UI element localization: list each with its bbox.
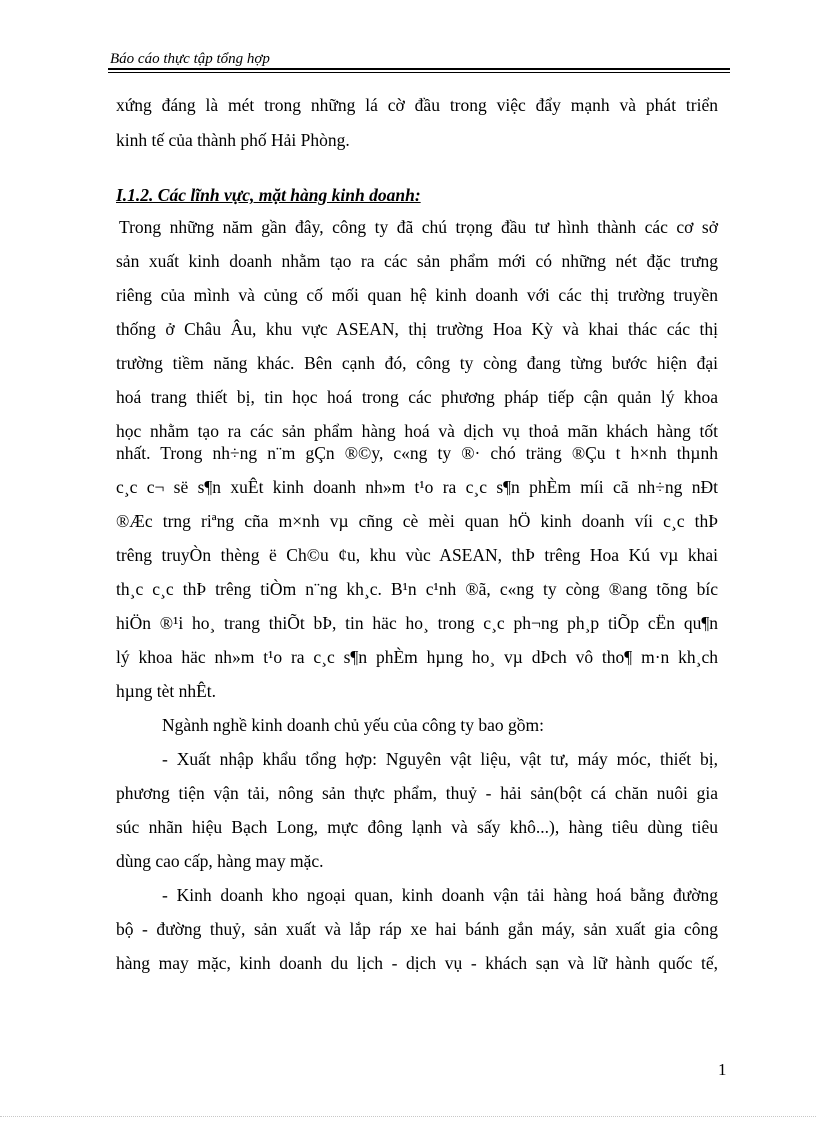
list-item-line: dùng cao cấp, hàng may mặc. bbox=[116, 851, 324, 871]
body-line: hiÖn ®¹i ho¸ trang thiÕt bÞ, tin häc ho¸ trong c¸c ph¬ng ph¸p tiÕp cËn qu¶n bbox=[116, 613, 718, 633]
body-line: ®Æc trng riªng cña m×nh vµ cñng cè mèi quan hÖ kinh doanh víi c¸c thÞ bbox=[116, 511, 718, 531]
body-line: trêng truyÒn thèng ë Ch©u ¢u, khu vùc ASEAN, thÞ trêng Hoa Kú vµ khai bbox=[116, 545, 718, 565]
body-line: học nhằm tạo ra các sản phẩm hàng hoá và dịch vụ thoả mãn khách hàng tốt bbox=[116, 421, 718, 441]
body-line: kinh tế của thành phố Hải Phòng. bbox=[116, 130, 350, 150]
body-line: lý khoa häc nh»m t¹o ra c¸c s¶n phÈm hµng ho¸ vµ dÞch vô tho¶ m·n kh¸ch bbox=[116, 647, 718, 667]
body-line: nhất. Trong nh÷ng n¨m gÇn ®©y, c«ng ty ®· chó träng ®Çu t h×nh thµnh bbox=[116, 443, 718, 463]
list-lead: Ngành nghề kinh doanh chủ yếu của công ty bao gồm: bbox=[162, 715, 544, 735]
header-rule bbox=[108, 68, 730, 70]
header-rule-secondary bbox=[108, 72, 730, 73]
body-line: riêng của mình và củng cố mối quan hệ kinh doanh với các thị trường truyền bbox=[116, 285, 718, 305]
list-item-line: bộ - đường thuỷ, sản xuất và lắp ráp xe hai bánh gắn máy, sản xuất gia công bbox=[116, 919, 718, 939]
body-line: thống ở Châu Âu, khu vực ASEAN, thị trường Hoa Kỳ và khai thác các thị bbox=[116, 319, 718, 339]
list-item-line: hàng may mặc, kinh doanh du lịch - dịch vụ - khách sạn và lữ hành quốc tế, bbox=[116, 953, 718, 973]
page-number: 1 bbox=[718, 1060, 727, 1079]
body-line: th¸c c¸c thÞ trêng tiÒm n¨ng kh¸c. B¹n c¹nh ®ã, c«ng ty còng ®ang tõng bíc bbox=[116, 579, 718, 599]
body-line: hµng tèt nhÊt. bbox=[116, 681, 217, 701]
footer-divider bbox=[0, 1116, 816, 1117]
list-item-line: phương tiện vận tải, nông sản thực phẩm, thuỷ - hải sản(bột cá chăn nuôi gia bbox=[116, 783, 718, 803]
list-item-line: súc nhãn hiệu Bạch Long, mực đông lạnh và sấy khô...), hàng tiêu dùng tiêu bbox=[116, 817, 718, 837]
page-header bbox=[108, 50, 730, 68]
body-line: c¸c c¬ së s¶n xuÊt kinh doanh nh»m t¹o ra c¸c s¶n phÈm míi cã nh÷ng nÐt bbox=[116, 477, 718, 497]
body-line: Trong những năm gần đây, công ty đã chú trọng đầu tư hình thành các cơ sở bbox=[119, 217, 718, 237]
list-item-line: - Xuất nhập khẩu tổng hợp: Nguyên vật liệu, vật tư, máy móc, thiết bị, bbox=[162, 749, 718, 769]
header-title: Báo cáo thực tập tổng hợp bbox=[110, 51, 270, 67]
list-item-line: - Kinh doanh kho ngoại quan, kinh doanh vận tải hàng hoá bằng đường bbox=[162, 885, 718, 905]
section-heading: I.1.2. Các lĩnh vực, mặt hàng kinh doanh: bbox=[116, 185, 421, 205]
body-line: hoá trang thiết bị, tin học hoá trong các phương pháp tiếp cận quản lý khoa bbox=[116, 387, 718, 407]
body-line: xứng đáng là mét trong những lá cờ đầu trong việc đẩy mạnh và phát triển bbox=[116, 95, 718, 115]
body-line: sản xuất kinh doanh nhằm tạo ra các sản phẩm mới có những nét đặc trưng bbox=[116, 251, 718, 271]
body-line: trường tiềm năng khác. Bên cạnh đó, công ty còng đang từng bước hiện đại bbox=[116, 353, 718, 373]
